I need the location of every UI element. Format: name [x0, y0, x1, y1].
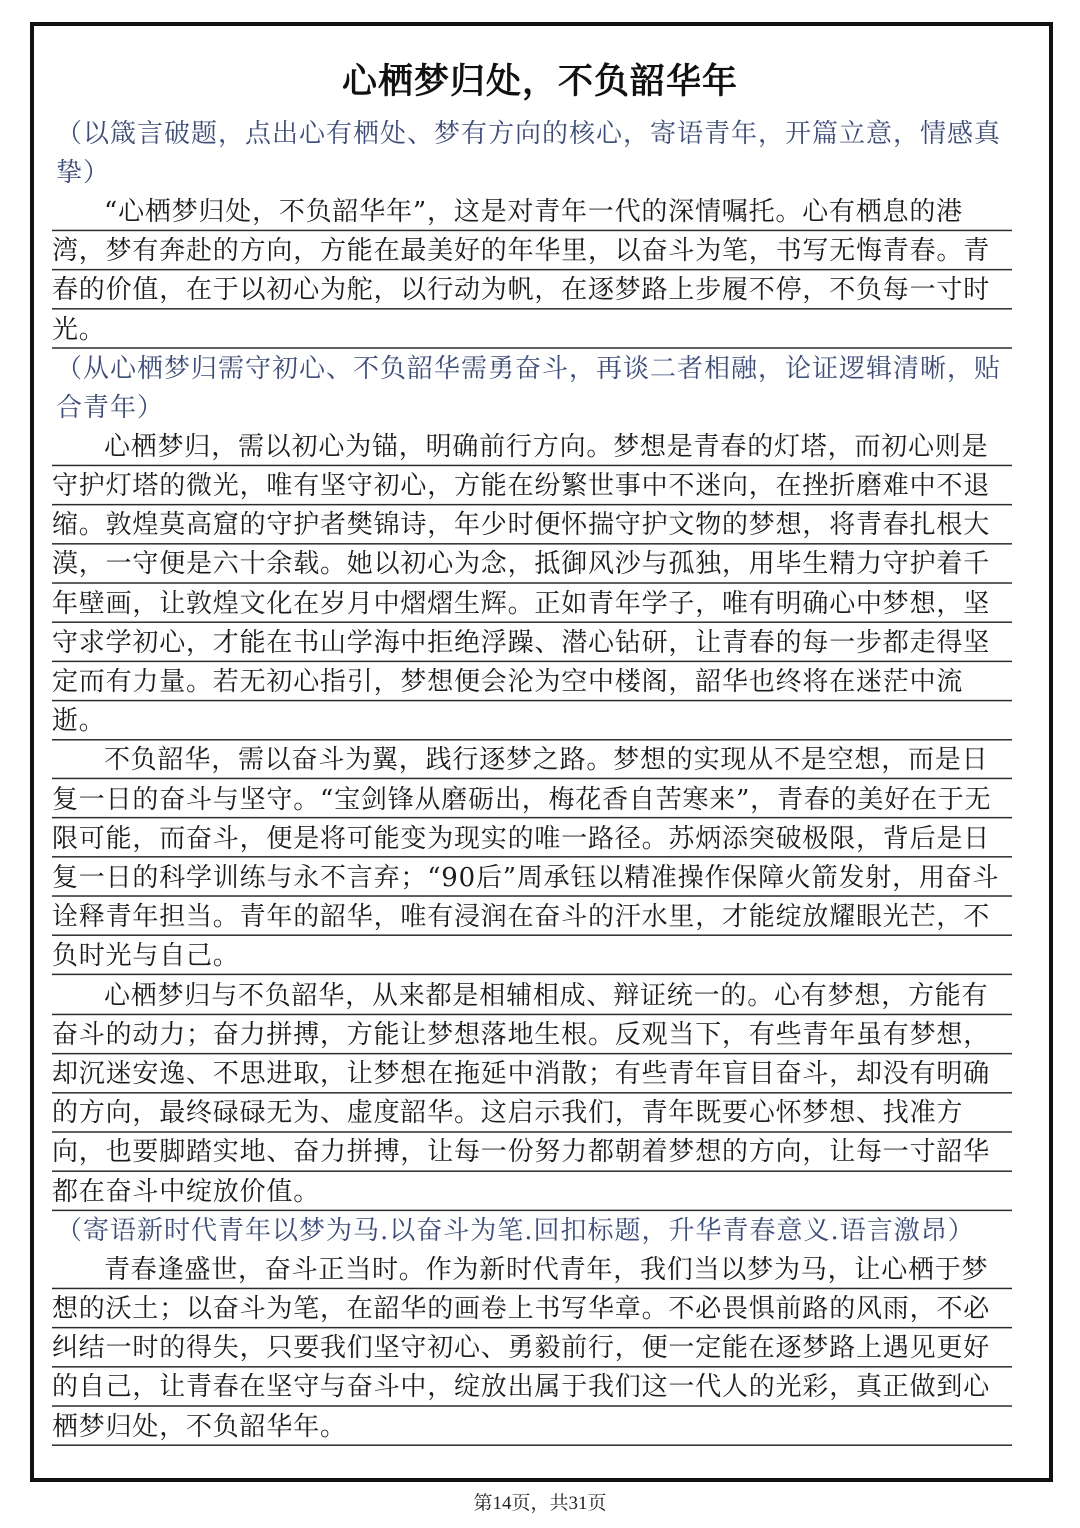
paragraph: 不负韶华，需以奋斗为翼，践行逐梦之路。梦想的实现从不是空想，而是日复一日的奋斗与坚守。“宝剑锋从磨砺出，梅花香自苦寒来”，青春的美好在于无限可能，而奋斗，便是将可能变为现实的唯一路径。苏炳添突破极限，背后是日复一日的科学训练与永不言弃；“90后”周承钰以精准操作保障火箭发射，用奋斗诠释青年担当。青年的韶华，唯有浸润在奋斗的汗水里，才能绽放耀眼光芒，不负时光与自己。: [52, 741, 1012, 976]
paragraph: 心栖梦归与不负韶华，从来都是相辅相成、辩证统一的。心有梦想，方能有奋斗的动力；奋力拼搏，方能让梦想落地生根。反观当下，有些青年虽有梦想，却沉迷安逸、不思进取，让梦想在拖延中消散；有些青年盲目奋斗，却没有明确的方向，最终碌碌无为、虚度韶华。这启示我们，青年既要心怀梦想、找准方向，也要脚踏实地、奋力拼搏，让每一份努力都朝着梦想的方向，让每一寸韶华都在奋斗中绽放价值。: [52, 977, 1012, 1212]
paragraph: 青春逢盛世，奋斗正当时。作为新时代青年，我们当以梦为马，让心栖于梦想的沃土；以奋斗为笔，在韶华的画卷上书写华章。不必畏惧前路的风雨，不必纠结一时的得失，只要我们坚守初心、勇毅前行，便一定能在逐梦路上遇见更好的自己，让青春在坚守与奋斗中，绽放出属于我们这一代人的光彩，真正做到心栖梦归处，不负韶华年。: [52, 1251, 1012, 1447]
annotation-note: （以箴言破题，点出心有栖处、梦有方向的核心，寄语青年，开篇立意，情感真挚）: [56, 119, 1002, 188]
paragraph: “心栖梦归处，不负韶华年”，这是对青年一代的深情嘱托。心有栖息的港湾，梦有奔赴的方向，方能在最美好的年华里，以奋斗为笔，书写无悔青春。青春的价值，在于以初心为舵，以行动为帆，在逐梦路上步履不停，不负每一寸时光。: [52, 193, 1012, 350]
annotation-note: （从心栖梦归需守初心、不负韶华需勇奋斗，再谈二者相融，论证逻辑清晰，贴合青年）: [56, 353, 1002, 423]
essay-title: 心栖梦归处，不负韶华年: [341, 62, 738, 102]
annotation-note: （寄语新时代青年以梦为马.以奋斗为笔.回扣标题，升华青春意义.语言激昂）: [56, 1215, 975, 1246]
paragraph: 心栖梦归，需以初心为锚，明确前行方向。梦想是青春的灯塔，而初心则是守护灯塔的微光，唯有坚守初心，方能在纷繁世事中不迷向，在挫折磨难中不退缩。敦煌莫高窟的守护者樊锦诗，年少时便怀揣守护文物的梦想，将青春扎根大漠，一守便是六十余载。她以初心为念，抵御风沙与孤独，用毕生精力守护着千年壁画，让敦煌文化在岁月中熠熠生辉。正如青年学子，唯有明确心中梦想，坚守求学初心，才能在书山学海中拒绝浮躁、潜心钻研，让青春的每一步都走得坚定而有力量。若无初心指引，梦想便会沦为空中楼阁，韶华也终将在迷茫中流逝。: [52, 428, 1012, 742]
page-number: 第14页，共31页: [473, 1493, 607, 1514]
essay-body: [52, 115, 1012, 1447]
